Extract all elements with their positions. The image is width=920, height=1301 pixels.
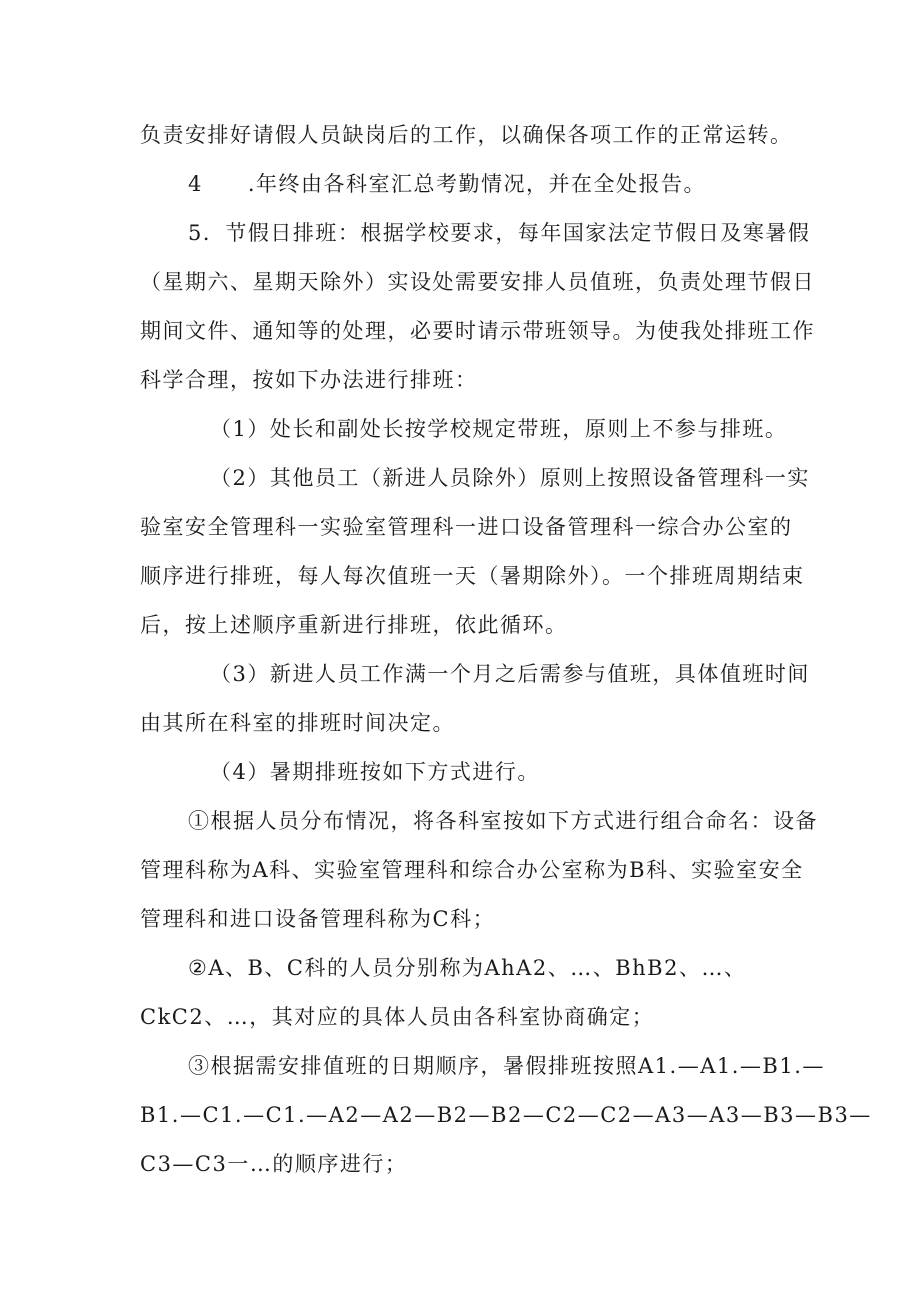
paragraph-line: 由其所在科室的排班时间决定。 bbox=[140, 711, 455, 735]
paragraph-line: C3—C3一…的顺序进行； bbox=[140, 1152, 408, 1176]
paragraph-line: 顺序进行排班，每人每次值班一天（暑期除外）。一个排班周期结束 bbox=[140, 564, 805, 588]
paragraph-line: （2）其他员工（新进人员除外）原则上按照设备管理科一实 bbox=[210, 466, 810, 490]
paragraph-line: 验室安全管理科一实验室管理科一进口设备管理科一综合办公室的 bbox=[140, 515, 793, 539]
paragraph-line: （3）新进人员工作满一个月之后需参与值班，具体值班时间 bbox=[210, 662, 810, 686]
paragraph-line: 5．节假日排班：根据学校要求，每年国家法定节假日及寒暑假 bbox=[188, 221, 811, 245]
paragraph-line: 后，按上述顺序重新进行排班，依此循环。 bbox=[140, 613, 568, 637]
paragraph-line: 负责安排好请假人员缺岗后的工作，以确保各项工作的正常运转。 bbox=[140, 123, 793, 147]
paragraph-line: ①根据人员分布情况，将各科室按如下方式进行组合命名：设备 bbox=[188, 809, 818, 833]
paragraph-line: CkC2、…，其对应的具体人员由各科室协商确定； bbox=[140, 1005, 655, 1029]
paragraph-line: 期间文件、通知等的处理，必要时请示带班领导。为使我处排班工作 bbox=[140, 319, 815, 343]
paragraph-line: B1.—C1.—C1.—A2—A2—B2—B2—C2—C2—A3—A3—B3—B3— bbox=[140, 1103, 872, 1127]
paragraph-line: （1）处长和副处长按学校规定带班，原则上不参与排班。 bbox=[210, 417, 788, 441]
paragraph-line: ②A、B、C科的人员分别称为AhA2、…、BhB2、…、 bbox=[188, 956, 747, 980]
paragraph-line: （星期六、星期天除外）实设处需要安排人员值班，负责处理节假日 bbox=[140, 270, 815, 294]
paragraph-line: ③根据需安排值班的日期顺序，暑假排班按照A1.—A1.—B1.— bbox=[188, 1054, 825, 1078]
paragraph-line: 4 .年终由各科室汇总考勤情况，并在全处报告。 bbox=[188, 172, 707, 196]
paragraph-line: 管理科称为A科、实验室管理科和综合办公室称为B科、实验室安全 bbox=[140, 858, 804, 882]
paragraph-line: （4）暑期排班按如下方式进行。 bbox=[210, 760, 540, 784]
paragraph-line: 管理科和进口设备管理科称为C科； bbox=[140, 907, 496, 931]
paragraph-line: 科学合理，按如下办法进行排班： bbox=[140, 368, 478, 392]
